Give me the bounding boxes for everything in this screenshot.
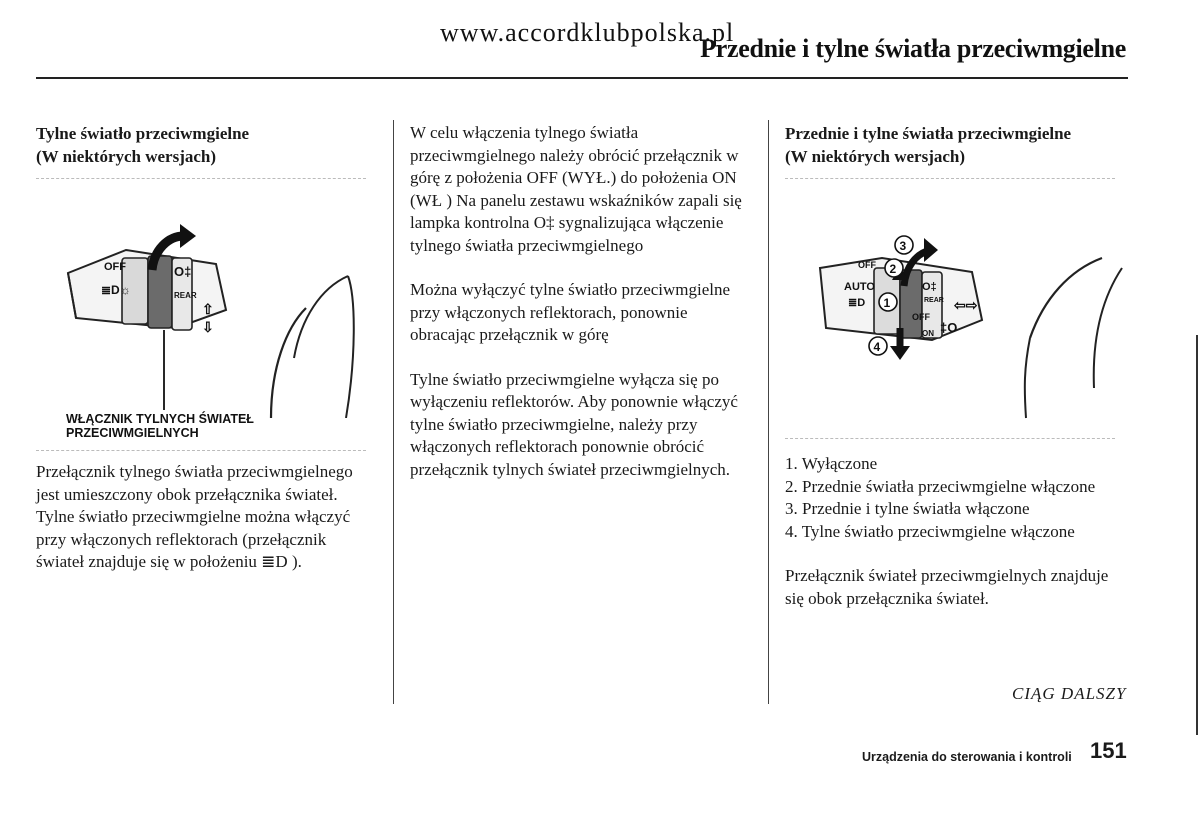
figure-caption (66, 412, 254, 440)
down-arrow-icon: ⇩ (202, 319, 214, 335)
continued-note: CIĄG DALSZY (1012, 684, 1127, 703)
off-label-right: OFF (858, 260, 876, 270)
right-heading-line1: Przednie i tylne światła przeciwmgielne (785, 124, 1072, 143)
marker-1: 1 (883, 296, 891, 310)
off-label-ring: OFF (912, 312, 930, 322)
middle-paragraph-2: Można wyłączyć tylne światło przeciwmgielne przy włączonych reflektorach, ponownie obracając przełącznik w górę (410, 280, 731, 344)
rear-label: REAR (174, 291, 197, 300)
right-heading-line2: (W niektórych wersjach) (785, 147, 966, 166)
headlight-icon-right: ≣D (848, 297, 866, 309)
page-edge-mark (1196, 335, 1198, 735)
right-dash-rule-top (785, 178, 1115, 179)
rear-fog-icon-right: O‡ (922, 281, 937, 293)
auto-label: AUTO (844, 281, 875, 293)
right-dash-rule-bottom (785, 438, 1115, 439)
caption-line1: WŁĄCZNIK TYLNYCH ŚWIATEŁ (66, 412, 254, 426)
page-title: Przednie i tylne światła przeciwmgielne (700, 34, 1126, 63)
list-item: 2. Przednie światła przeciwmgielne włączone (785, 476, 1096, 496)
left-heading (36, 122, 376, 168)
list-item: 4. Tylne światło przeciwmgielne włączone (785, 521, 1075, 541)
fog-positions-list (785, 453, 1125, 543)
right-body-wrap (785, 438, 1125, 610)
left-heading-line2: (W niektórych wersjach) (36, 147, 217, 166)
column-divider-1 (393, 120, 394, 704)
left-body-wrap (36, 450, 376, 574)
left-body-text: Przełącznik tylnego światła przeciwmgielnego jest umieszczony obok przełącznika świateł. Tylne światło przeciwmgielne można włączyć przy włączonych reflektorach (przełącznik świateł znajduje się w położeniu ≣D ). (36, 462, 353, 571)
middle-column (410, 122, 755, 481)
right-heading (785, 122, 1125, 168)
header-rule (36, 77, 1128, 79)
right-body-text: Przełącznik świateł przeciwmgielnych znajduje się obok przełącznika świateł. (785, 566, 1109, 608)
middle-paragraph-3: Tylne światło przeciwmgielne wyłącza się po wyłączeniu reflektorów. Aby ponownie włączyć tylne światło przeciwmgielne, należy przy włączonych reflektorach ponownie obrócić przełącznik tylnych świateł przeciwmgielnych. (410, 369, 738, 479)
footer-section-title: Urządzenia do sterowania i kontroli (862, 750, 1072, 764)
marker-2: 2 (889, 262, 897, 276)
right-column (785, 122, 1125, 179)
rear-fog-icon: O‡ (174, 264, 192, 279)
caption-line2: PRZECIWMGIELNYCH (66, 426, 199, 440)
marker-3: 3 (899, 239, 907, 253)
left-heading-line1: Tylne światło przeciwmgielne (36, 124, 250, 143)
turn-signal-icon: ⇦⇨ (954, 297, 978, 313)
left-column (36, 122, 376, 179)
left-dash-rule-top (36, 178, 366, 179)
front-fog-icon: ‡O (940, 320, 958, 335)
page-number: 151 (1090, 738, 1127, 763)
headlight-icon: ≣D☼ (101, 283, 131, 297)
marker-4: 4 (873, 340, 881, 354)
list-item: 1. Wyłączone (785, 454, 878, 473)
rear-fog-switch-illustration (56, 218, 376, 418)
site-watermark: www.accordklubpolska.pl (440, 18, 735, 47)
column-divider-2 (768, 120, 769, 704)
left-dash-rule-bottom (36, 450, 366, 451)
up-arrow-icon: ⇧ (202, 301, 214, 317)
front-rear-fog-switch-illustration (812, 228, 1132, 428)
rear-label-right: REAR (924, 297, 944, 304)
on-label: ON (922, 329, 934, 338)
list-item: 3. Przednie i tylne światła włączone (785, 499, 1030, 518)
off-label: OFF (104, 261, 126, 273)
middle-paragraph-1: W celu włączenia tylnego światła przeciwmgielnego należy obrócić przełącznik w górę z położenia OFF (WYŁ.) do położenia ON (WŁ ) Na panelu zestawu wskaźników zapali się lampka kontrolna O‡ sygnalizująca włączenie tylnego światła przeciwmgielnego (410, 123, 742, 255)
